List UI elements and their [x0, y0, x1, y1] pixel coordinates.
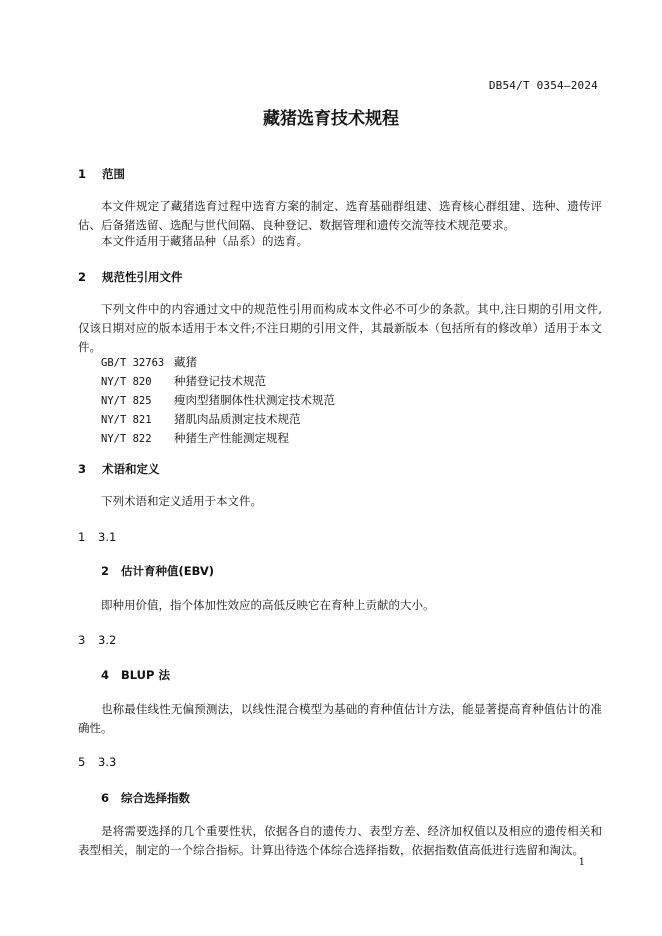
- clause-3-3: [78, 755, 116, 769]
- reference-title: 猪肌肉品质测定技术规范: [174, 412, 301, 426]
- reference-item: [101, 372, 266, 392]
- clause-number: 3.2: [98, 633, 117, 647]
- term-number: 2: [101, 564, 110, 578]
- section-number: 3: [78, 462, 87, 476]
- term-name: 估计育种值(EBV): [121, 564, 215, 578]
- list-number: 3: [78, 633, 86, 647]
- section-2-heading: [78, 269, 183, 285]
- reference-title: 种猪登记技术规范: [174, 374, 266, 388]
- reference-code: NY/T 821: [101, 414, 152, 426]
- reference-title: 瘦肉型猪胴体性状测定技术规范: [174, 393, 335, 407]
- reference-code: GB/T 32763: [101, 357, 165, 369]
- term-definition: 即种用价值，指个体加性效应的高低反映它在育种上贡献的大小。: [101, 598, 435, 612]
- term-heading: [101, 563, 214, 579]
- section-1-paragraph-1: 本文件规定了藏猪选育过程中选育方案的制定、选育基础群组建、选育核心群组建、选种、遗传评估、后备猪选留、选配与世代间隔、良种登记、数据管理和遗传交流等技术规范要求。: [78, 199, 602, 232]
- clause-3-2: [78, 633, 116, 647]
- term-name: 综合选择指数: [121, 791, 190, 805]
- section-3-paragraph-1: 下列术语和定义适用于本文件。: [101, 494, 262, 508]
- section-1-heading: [78, 166, 125, 182]
- reference-item: [101, 391, 335, 411]
- section-number: 1: [78, 167, 87, 181]
- clause-3-1: [78, 530, 116, 544]
- term-name: BLUP 法: [121, 668, 170, 682]
- reference-item: [101, 353, 197, 373]
- list-number: 1: [78, 530, 86, 544]
- section-title: 术语和定义: [102, 462, 160, 476]
- section-title: 规范性引用文件: [102, 270, 183, 284]
- reference-item: [101, 429, 289, 449]
- clause-number: 3.1: [98, 530, 117, 544]
- page-number: 1: [578, 857, 585, 868]
- clause-number: 3.3: [98, 755, 117, 769]
- reference-title: 种猪生产性能测定规程: [174, 431, 289, 445]
- document-title: 藏猪选育技术规程: [263, 109, 399, 129]
- section-number: 2: [78, 270, 87, 284]
- term-number: 6: [101, 791, 110, 805]
- section-1-paragraph-2: 本文件适用于藏猪品种（品系）的选育。: [101, 234, 308, 248]
- list-number: 5: [78, 755, 86, 769]
- standard-code: DB54/T 0354—2024: [488, 79, 598, 92]
- reference-code: NY/T 825: [101, 395, 152, 407]
- section-title: 范围: [102, 167, 126, 181]
- reference-title: 藏猪: [174, 355, 197, 369]
- term-definition: 也称最佳线性无偏预测法，以线性混合模型为基础的育种值估计方法，能显著提高育种值估计的准确性。: [78, 702, 602, 735]
- term-heading: [101, 667, 170, 683]
- section-2-paragraph-1: 下列文件中的内容通过文中的规范性引用而构成本文件必不可少的条款。其中,注日期的引用文件,仅该日期对应的版本适用于本文件;不注日期的引用文件，其最新版本（包括所有的修改单）适用于本文件。: [78, 302, 602, 354]
- section-3-heading: [78, 461, 160, 477]
- reference-item: [101, 410, 301, 430]
- term-heading: [101, 790, 190, 806]
- term-number: 4: [101, 668, 110, 682]
- term-definition: 是将需要选择的几个重要性状，依据各自的遗传力、表型方差、经济加权值以及相应的遗传相关和表型相关，制定的一个综合指标。计算出待选个体综合选择指数，依据指数值高低进行选留和淘汰。: [78, 824, 602, 857]
- reference-code: NY/T 822: [101, 433, 152, 445]
- reference-code: NY/T 820: [101, 376, 152, 388]
